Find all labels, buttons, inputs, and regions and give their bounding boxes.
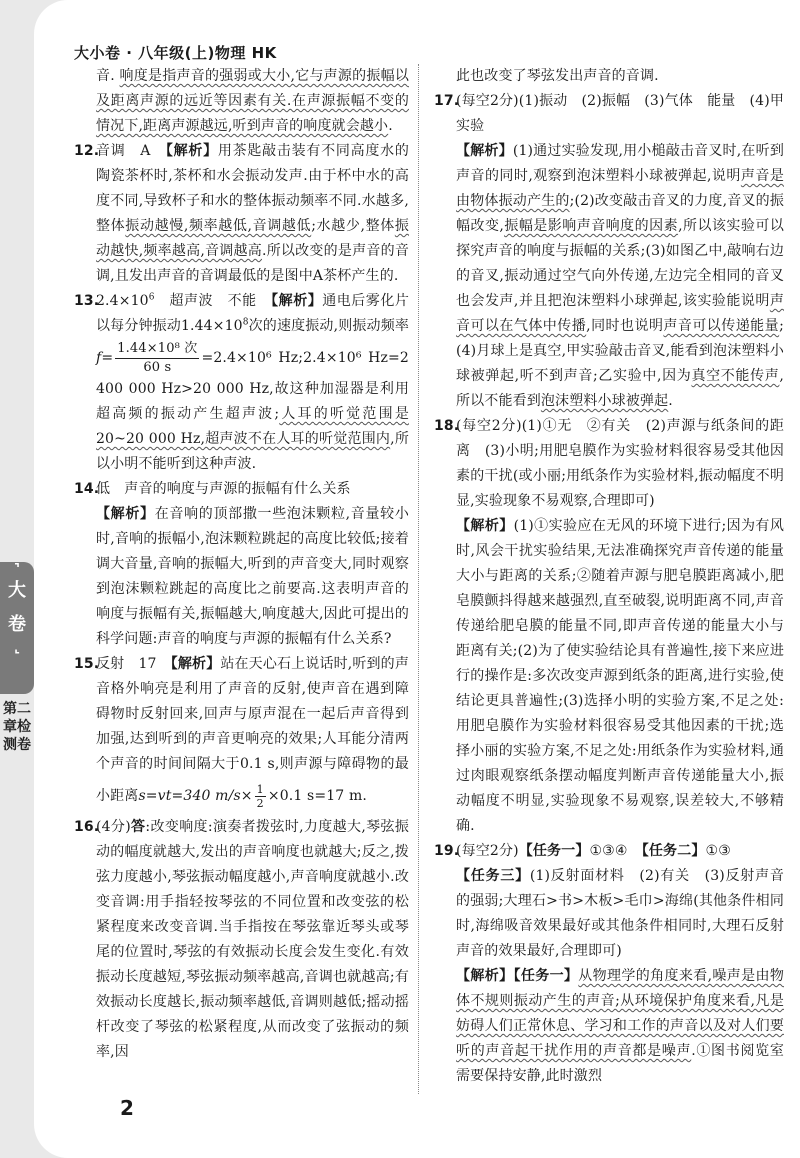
question-number: 16. [74, 819, 100, 835]
question-15: 15. 反射 17 【解析】站在天心石上说话时,听到的声音格外响亮是利用了声音的反射,使声音在遇到障碍物时反射回来,回声与原声混在一起后声音得到加强,达到听到的声音更响亮的效果;人耳能分清两个声音的时间间隔大于0.1 s,则声源与障碍物的最小距离s=vt=340 m/s× $\frac{1}{2}$ ×0.1 s=17 m. [74, 652, 409, 815]
question-13: 13. $2.4\times 10^6$ 超声波 不能 【解析】通电后雾化片以每分钟振动$1.44\times 10^8$次的速度振动,则振动频率f= $\frac{\text{1.44×10⁸ 次}}{60 s}$ =2.4×10⁶ Hz;2.4×10⁶ Hz=2 400 000 Hz>20 000 Hz,故这种加湿器是利用超高频的振动产生超声波;人耳的听觉范围是20~20 000 Hz,超声波不在人耳的听觉范围内,所以小明不能听到这种声波. [74, 289, 409, 477]
underlined-text: 声音是由物体振动产生的 [456, 168, 784, 209]
answer: 低 声音的响度与声源的振幅有什么关系 [96, 481, 351, 497]
left-column [74, 64, 409, 1065]
column-divider [418, 64, 419, 1094]
analysis-tag: 【解析】 [456, 143, 513, 159]
underlined-text: 声音可以传递能量 [663, 318, 780, 334]
question-number: 13. [74, 293, 100, 309]
question-19: 19. (每空2分)【任务一】①③④ 【任务二】①③ 【任务三】(1)反射面材料 (2)有关 (3)反射声音的强弱;大理石>书>木板>毛巾>海绵(其他条件相同时,海绵吸音效果最好或其他条件相同时,大理石反射声音的效果最好,合理即可) 【解析】【任务一】从物理学的角度来看,噪声是由物体不规则振动产生的声音;从环境保护角度来看,凡是妨碍人们正常休息、学习和工作的声音以及对人们要听的声音起干扰作用的声音都是噪声.①图书阅览室需要保持安静,此时激烈 [434, 839, 784, 1089]
task-three-tag: 【任务三】 [456, 868, 530, 884]
question-number: 15. [74, 656, 100, 672]
answer: (每空2分)(1)振动 (2)振幅 (3)气体 能量 (4)甲实验 [456, 93, 784, 134]
page-number: 2 [120, 1096, 134, 1120]
underlined-text: 振幅是影响声音响度的因素 [504, 218, 679, 234]
chapter-label: 第二章检测卷 [3, 701, 31, 753]
question-number: 18. [434, 418, 460, 434]
underlined-text: 泡沫塑料小球被弹起 [540, 393, 669, 409]
underlined-text: 响度是指声音的强弱或大小,它与声源的振幅以及距离声源的远近等因素有关.在声源振幅不变的情况下,距离声源越远,听到声音的响度就会越小 [96, 68, 409, 134]
answer: (每空2分)(1)①无 ②有关 (2)声源与纸条间的距离 (3)小明;用肥皂膜作为实验材料很容易受其他因素的干扰(或小丽;用纸条作为实验材料,振动幅度不明显,实验现象不易观察,合理即可) [456, 418, 784, 509]
q11-continuation: 音. 响度是指声音的强弱或大小,它与声源的振幅以及距离声源的远近等因素有关.在声源振幅不变的情况下,距离声源越远,听到声音的响度就会越小. [96, 68, 409, 134]
right-column [434, 64, 784, 1089]
question-number: 14. [74, 481, 100, 497]
task-one-tag: 【任务一】 [513, 968, 579, 984]
answer: 反射 17 [96, 656, 171, 672]
underlined-text: 声音可以在气体中传播 [456, 293, 784, 334]
question-number: 12. [74, 143, 100, 159]
side-tab [0, 562, 34, 694]
task-two-tag: 【任务二】 [641, 843, 706, 859]
answer: 2.4×10 [96, 293, 149, 309]
page-header: 大小卷 · 八年级(上)物理 HK [74, 44, 277, 62]
frequency-fraction: $\frac{\text{1.44×10⁸ 次}}{60 s}$ [117, 340, 198, 375]
answer: 音调 A [96, 143, 166, 159]
analysis-tag: 【解析】 [456, 518, 514, 534]
question-18: 18. (每空2分)(1)①无 ②有关 (2)声源与纸条间的距离 (3)小明;用肥皂膜作为实验材料很容易受其他因素的干扰(或小丽;用纸条作为实验材料,振动幅度不明显,实验现象不易观察,合理即可) 【解析】(1)①实验应在无风的环境下进行;因为有风时,风会干扰实验结果,无法准确探究声音传递的能量大小与距离的关系;②随着声源与肥皂膜距离减小,肥皂膜颤抖得越来越强烈,直至破裂,说明距离不同,声音传递给肥皂膜的能量不同,即声音传递的能量大小与距离有关;(2)为了使实验结论具有普遍性,接下来应进行的操作是:多次改变声源到纸条的距离,进行实验,使结论更具普遍性;(3)选择小明的实验方案,不足之处:用肥皂膜作为实验材料很容易受其他因素的干扰;选择小丽的实验方案,不足之处:用纸条作为实验材料,通过肉眼观察纸条摆动幅度判断声音传递能量大小,振动幅度不明显,实验现象不易观察,误差较大,不够精确. [434, 414, 784, 839]
page-sheet [34, 0, 800, 1158]
underlined-text: 振动越慢,频率越低,音调越低 [125, 218, 312, 234]
analysis-tag: 【解析】 [170, 656, 221, 672]
half-fraction: $\frac{1}{2}$ [256, 782, 264, 810]
task-one-tag: 【任务一】 [518, 843, 590, 859]
question-17: 17. (每空2分)(1)振动 (2)振幅 (3)气体 能量 (4)甲实验 【解析】(1)通过实验发现,用小槌敲击音叉时,在听到声音的同时,观察到泡沫塑料小球被弹起,说明声音是由物体振动产生的;(2)改变敲击音叉的力度,音叉的振幅改变,振幅是影响声音响度的因素,所以该实验可以探究声音的响度与振幅的关系;(3)如图乙中,敲响右边的音叉,振动通过空气向外传递,左边完全相同的音叉也会发声,并且把泡沫塑料小球弹起,该实验能说明声音可以在气体中传播,同时也说明声音可以传递能量;(4)月球上是真空,甲实验敲击音叉,能看到泡沫塑料小球被弹起,听不到声音;乙实验中,因为真空不能传声,所以不能看到泡沫塑料小球被弹起. [434, 89, 784, 414]
question-number: 19. [434, 843, 460, 859]
question-14: 14. 低 声音的响度与声源的振幅有什么关系 【解析】在音响的顶部撒一些泡沫颗粒,音量较小时,音响的振幅小,泡沫颗粒跳起的高度比较低;接着调大音量,音响的振幅大,听到的声音变大,同时观察到泡沫颗粒跳起的高度比之前要高.这表明声音的响度与振幅有关,振幅越大,响度越大,因此可提出的科学问题:声音的响度与声源的振幅有什么关系? [74, 477, 409, 652]
underlined-text: 振动越快,频率越高,音调越高 [96, 218, 410, 259]
answer-tag: 答 [130, 819, 146, 835]
bracket-icon: ⌝ [14, 561, 20, 575]
side-tab-char: 卷 [8, 614, 26, 635]
analysis-tag: 【解析】 [456, 968, 514, 984]
analysis-tag: 【解析】 [96, 506, 155, 522]
side-tab-char: 大 [8, 580, 26, 601]
distance-formula: s=vt=340 m/s× [138, 788, 253, 804]
question-16: 16. (4分)答:改变响度:演奏者拨弦时,力度越大,琴弦振动的幅度就越大,发出的声音响度也就越大;反之,拨弦力度越小,琴弦振动幅度越小,声音响度就越小.改变音调:用手指轻按琴弦的不同位置和改变弦的松紧程度来改变音调.当手指按在琴弦靠近琴头或琴尾的位置时,琴弦的有效振动长度会发生变化.有效振动长度越短,琴弦振动频率越高,音调也就越高;有效振动长度越长,振动频率越低,音调则越低;摇动摇杆改变了琴弦的松紧程度,从而改变了弦振动的频率,因 [74, 815, 409, 1065]
underlined-text: 真空不能传声 [691, 368, 780, 384]
underlined-text: 人耳的听觉范围是20~20 000 Hz,超声波不在人耳的听觉范围内 [96, 406, 409, 447]
question-12: 12. 音调 A 【解析】用茶匙敲击装有不同高度水的陶瓷茶杯时,茶杯和水会振动发声.由于杯中水的高度不同,导致杯子和水的整体振动频率不同.水越多,整体振动越慢,频率越低,音调越低;水越少,整体振动越快,频率越高,音调越高.所以改变的是声音的音调,且发出声音的音调最低的是图中A茶杯产生的. [74, 139, 409, 289]
question-number: 17. [434, 93, 460, 109]
analysis-tag: 【解析】 [165, 143, 218, 159]
q16-continuation: 此也改变了琴弦发出声音的音调. [456, 68, 659, 84]
formula-f: f= [96, 350, 114, 366]
analysis-tag: 【解析】 [271, 293, 323, 309]
underlined-text: 从物理学的角度来看,噪声是由物体不规则振动产生的声音;从环境保护角度来看,凡是妨碍人们正常休息、学习和工作的声音以及对人们要听的声音起干扰作用的声音都是噪声 [456, 968, 785, 1059]
bracket-icon: ⌞ [14, 641, 20, 655]
